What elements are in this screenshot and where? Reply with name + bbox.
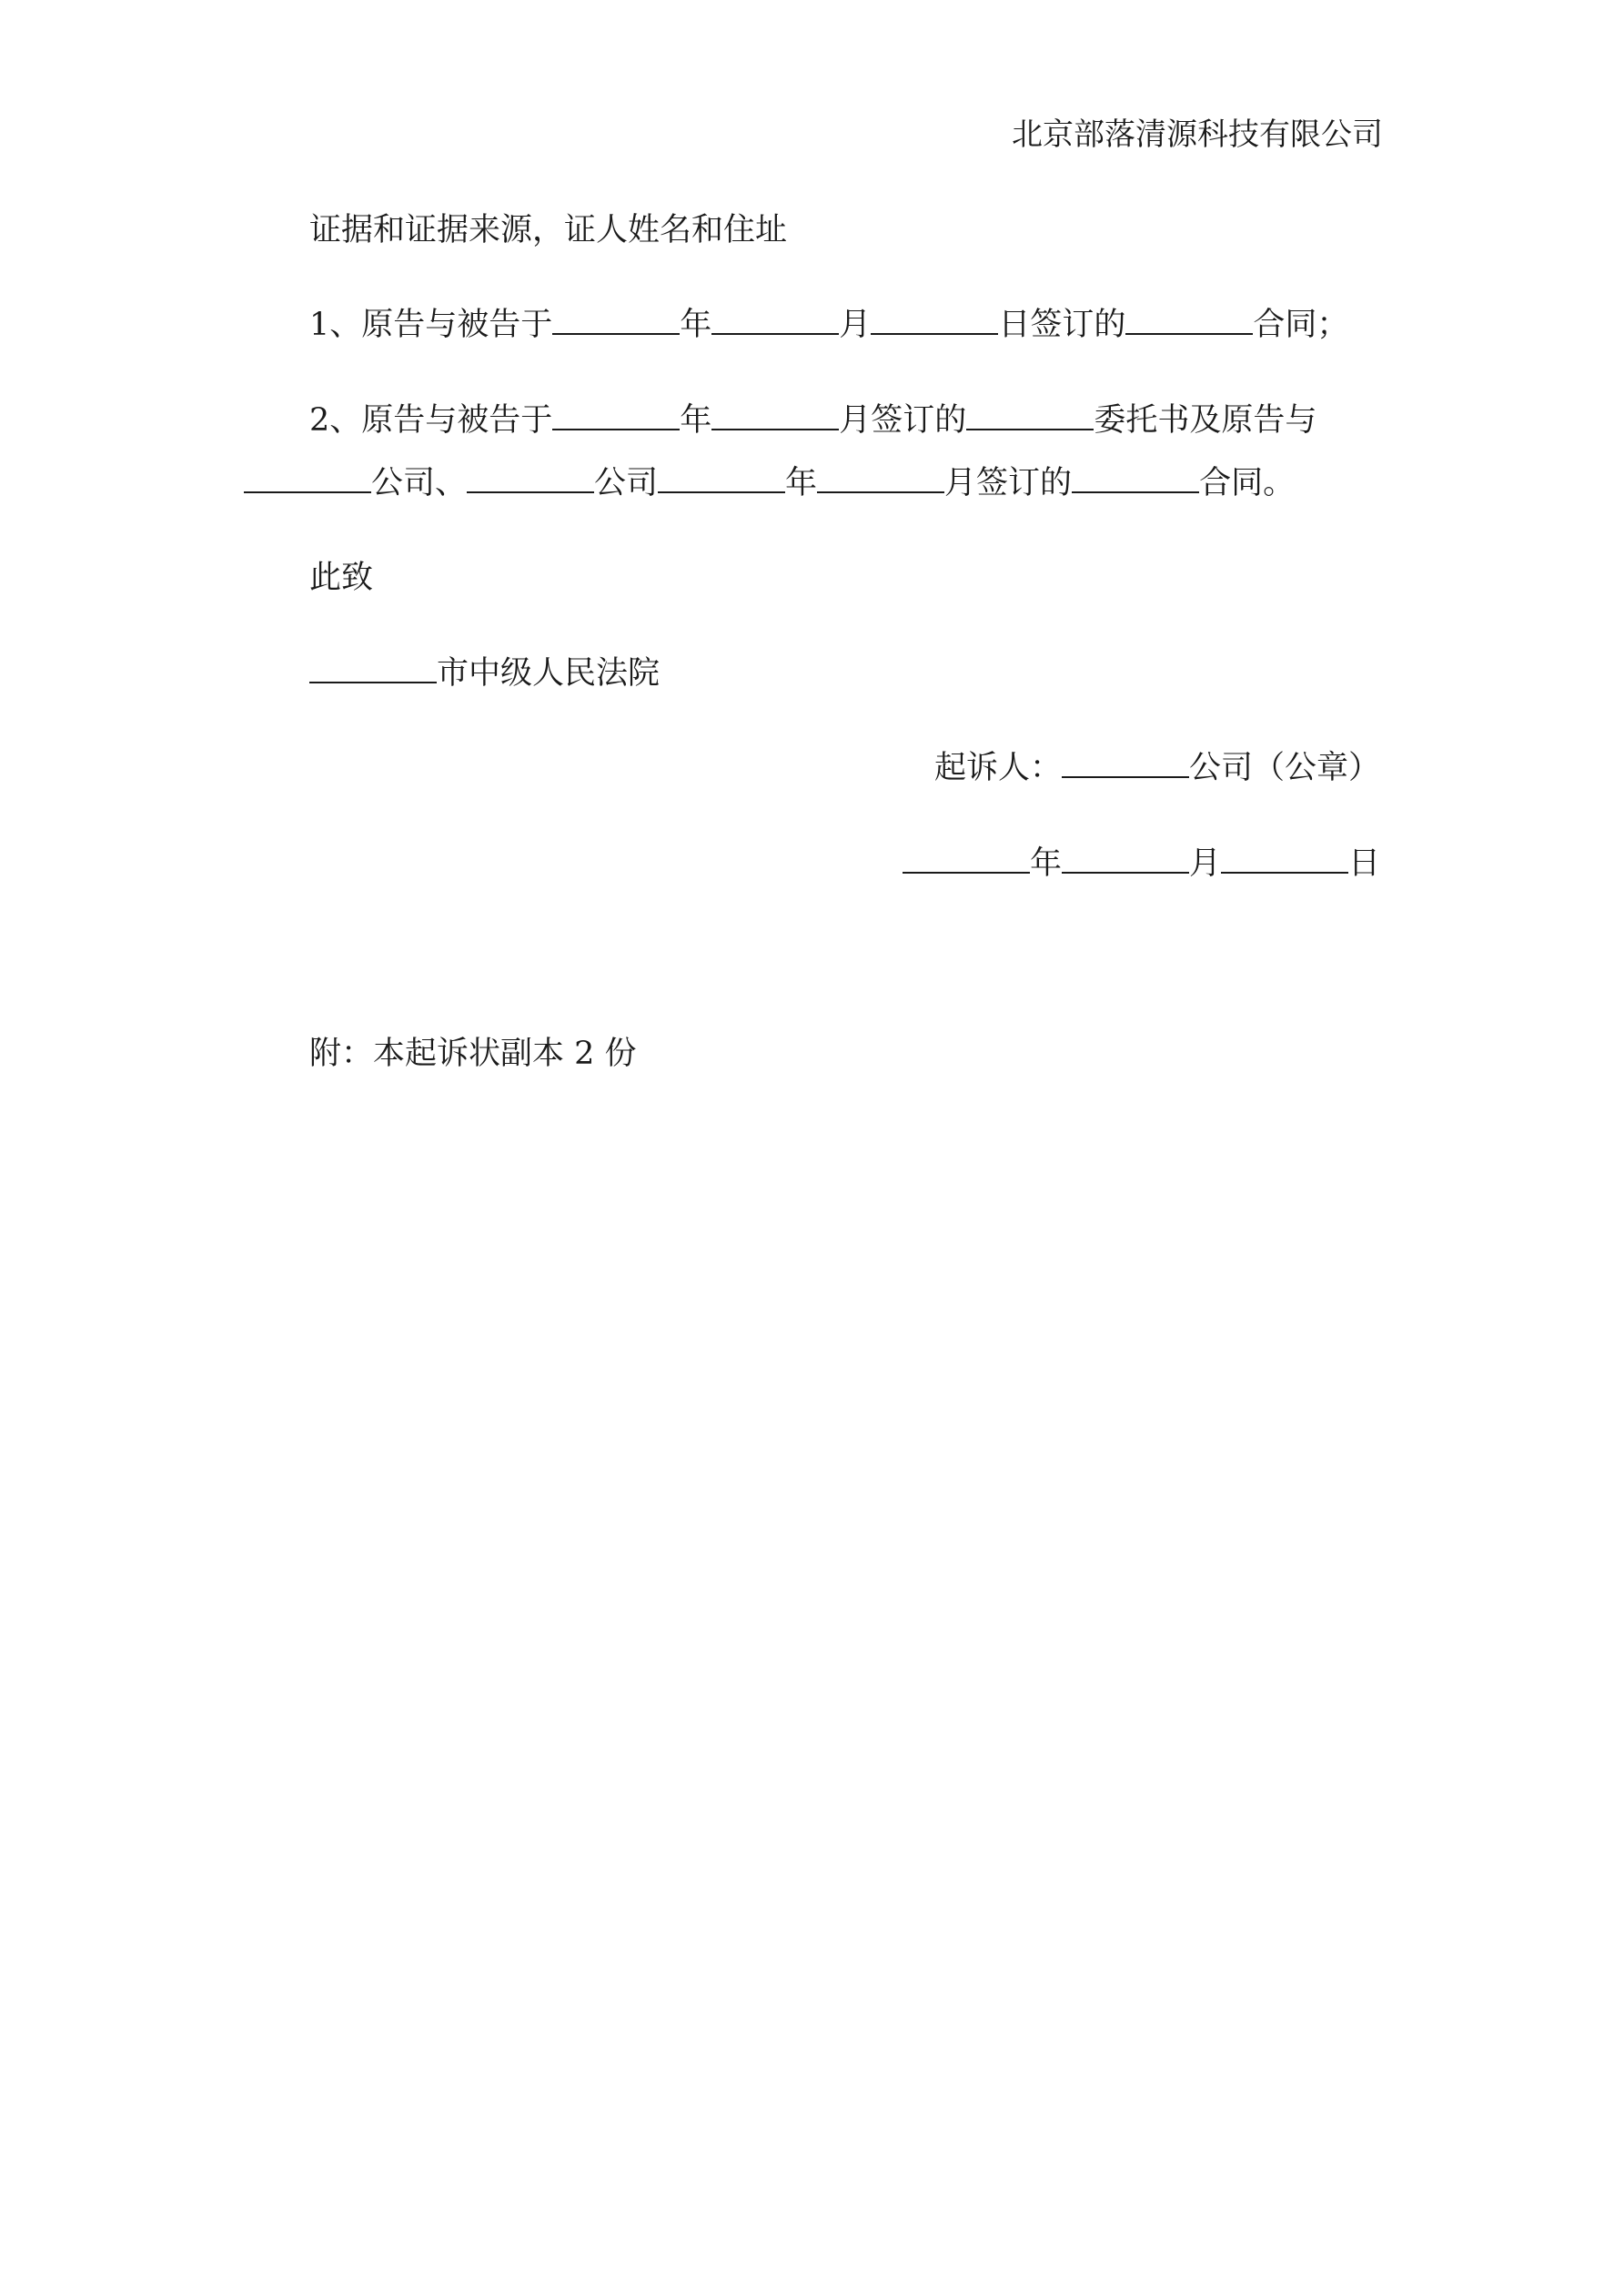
blank-month [711, 401, 839, 430]
blank-contract [1072, 464, 1199, 493]
item2-power-of-attorney: 委托书及原告与 [1094, 402, 1317, 439]
blank-company2 [467, 464, 594, 493]
date-year: 年 [1029, 845, 1062, 882]
blank-document [966, 401, 1094, 430]
item2-company1: 公司、 [371, 465, 468, 501]
blank-month [817, 464, 944, 493]
blank-company [1062, 749, 1189, 778]
item2-contract-end: 合同。 [1199, 465, 1296, 501]
evidence-item-2-line-2 [244, 464, 1295, 502]
item1-year: 年 [680, 307, 712, 343]
blank-year [552, 306, 680, 335]
blank-month [711, 306, 839, 335]
blank-city [309, 654, 437, 683]
blank-contract [1125, 306, 1253, 335]
date-month: 月 [1188, 845, 1221, 882]
item1-prefix: 1、原告与被告于 [309, 307, 553, 343]
salutation: 此致 [309, 560, 374, 596]
blank-year [552, 401, 680, 430]
plaintiff-label: 起诉人： [933, 750, 1062, 786]
item2-prefix: 2、原告与被告于 [309, 402, 553, 439]
item2-month-signed2: 月签订的 [944, 465, 1073, 501]
item1-contract-end: 合同； [1253, 307, 1349, 343]
evidence-item-1 [309, 306, 1348, 344]
item2-month-signed: 月签订的 [839, 402, 967, 439]
item2-company2: 公司 [594, 465, 659, 501]
evidence-item-2-line-1 [309, 401, 1316, 440]
item2-year: 年 [680, 402, 712, 439]
court-suffix: 市中级人民法院 [437, 655, 661, 692]
evidence-heading: 证据和证据来源，证人姓名和住址 [309, 212, 788, 248]
blank-day [871, 306, 998, 335]
blank-company1 [244, 464, 371, 493]
blank-year [658, 464, 785, 493]
signature-date [903, 845, 1380, 883]
item2-year2: 年 [785, 465, 818, 501]
court-line [309, 654, 660, 693]
company-seal: 公司（公章） [1188, 750, 1380, 786]
blank-month [1062, 845, 1189, 874]
attachment-note: 附：本起诉状副本 2 份 [309, 1036, 637, 1072]
item1-day-signed: 日签订的 [998, 307, 1126, 343]
blank-year [903, 845, 1030, 874]
plaintiff-signature [934, 749, 1380, 787]
blank-day [1221, 845, 1348, 874]
item1-month: 月 [839, 307, 872, 343]
header-company-name: 北京部落清源科技有限公司 [1012, 116, 1383, 153]
date-day: 日 [1347, 845, 1380, 882]
